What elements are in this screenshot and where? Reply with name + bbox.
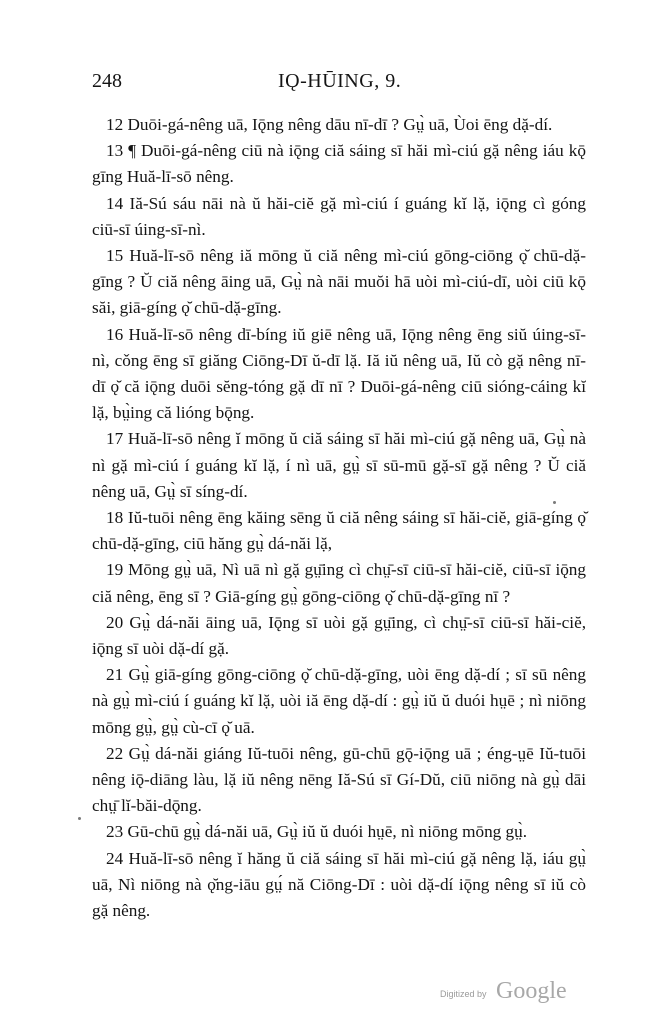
verse-16: 16 Huă-lī-sō nêng dī-bíng iŭ giē nêng uā, Iǭng nêng ēng siŭ úing-sī-nì, cǒng ēng sī giăng Ciōng-Dī ŭ-dī lặ. Iă iŭ nêng uā, Iŭ cò gặ nêng nī-dī ǫ̆ că iǭng duōi sĕng-tóng gặ dī nī ? Duōi-gá-nêng ciū sióng-cáing kĭ lặ, bṳ̀ing că lióng bǭng. xyxy=(92,324,586,423)
verse-18: 18 Iŭ-tuōi nêng ēng kăing sēng ŭ ciă nêng sáing sī hăi-ciĕ, giā-gíng ǫ̆ chū-dặ-gīng, ciū hăng gṳ̀ dá-năi lặ, xyxy=(92,508,586,554)
verse-15: 15 Huă-lī-sō nêng iă mōng ŭ ciă nêng mì-ciú gōng-ciōng ǫ̆ chū-dặ-gīng ? Ŭ ciă nêng āing uā, Gṳ̀ nà nāi muŏi hā uòi mì-ciú-dī, uòi ciū kǭ săi, giā-gíng ǫ̆ chū-dặ-gīng. xyxy=(92,246,586,318)
scripture-text xyxy=(92,112,586,924)
verse-19: 19 Mōng gṳ̀ uā, Nì uā nì gặ gṳ̄ing cì chṳ̄-sī ciū-sī hăi-ciĕ, ciū-sī iǭng ciă nêng, ēng sī ? Giā-gíng gṳ̀ gōng-ciōng ǫ̆ chū-dặ-gīng nī ? xyxy=(92,560,586,606)
page-header xyxy=(92,68,588,94)
print-speck xyxy=(78,817,81,820)
verse-21: 21 Gṳ̀ giā-gíng gōng-ciōng ǫ̆ chū-dặ-gīng, uòi ēng dặ-dí ; sī sū nêng nà gṳ̀ mì-ciú í guáng kĭ lặ, uòi iă ēng dặ-dí : gṳ̀ iŭ ŭ duói hṳē ; nì niōng mōng gṳ̀, gṳ̀ cù-cī ǫ̆ uā. xyxy=(92,665,586,737)
verse-22: 22 Gṳ̀ dá-năi giáng Iŭ-tuōi nêng, gū-chū gǭ-iǭng uā ; éng-ṳē Iŭ-tuōi nêng iǭ-diāng làu, lặ iŭ nêng nēng Iă-Sú sī Gí-Dŭ, ciū niōng nà gṳ̀ dāi chṳ̄ lĭ-băi-dǭng. xyxy=(92,743,586,816)
running-head: IǪ-HŪING, 9. xyxy=(278,70,402,92)
page-number: 248 xyxy=(92,70,122,92)
verse-13: 13 ¶ Duōi-gá-nêng ciū nà iǭng ciă sáing sī hăi mì-ciú gặ nêng iáu kǭ gīng Huă-lī-sō nêng. xyxy=(92,141,586,187)
verse-24: 24 Huă-lī-sō nêng ĭ hăng ŭ ciă sáing sī hăi mì-ciú gặ nêng lặ, iáu gṳ̀ uā, Nì niōng nà ǫ̆ng-iāu gṳ́ nă Ciōng-Dī : uòi dặ-dí iǭng nêng sī iŭ cò gặ nêng. xyxy=(92,848,586,921)
verse-14: 14 Iă-Sú sáu nāi nà ŭ hăi-ciĕ gặ mì-ciú í guáng kĭ lặ, iǭng cì góng ciū-sī úing-sī-nì. xyxy=(92,193,586,239)
digitized-watermark xyxy=(440,978,590,1008)
google-logo: Google xyxy=(496,978,567,1004)
verse-23: 23 Gū-chū gṳ̀ dá-năi uā, Gṳ̀ iŭ ŭ duói hṳē, nì niōng mōng gṳ̀. xyxy=(106,822,528,842)
print-speck xyxy=(553,501,556,504)
digitized-by-label: Digitized by xyxy=(440,989,487,999)
verse-17: 17 Huă-lī-sō nêng ĭ mōng ŭ ciă sáing sī hăi mì-ciú gặ nêng uā, Gṳ̀ nà nì gặ mì-ciú í guáng kĭ lặ, í nì uā, gṳ̀ sī sū-mū gặ-sī gặ nêng ? Ŭ ciă nêng uā, Gṳ̀ sī síng-dí. xyxy=(92,429,586,501)
verse-20: 20 Gṳ̀ dá-năi āing uā, Iǭng sī uòi gặ gṳ̄ing, cì chṳ̄-sī ciū-sī hăi-ciĕ, iǭng sī uòi dặ-dí gặ. xyxy=(92,612,586,659)
verse-12: 12 Duōi-gá-nêng uā, Iǭng nêng dāu nī-dī ? Gṳ̀ uā, Ùoi ēng dặ-dí. xyxy=(106,115,553,134)
